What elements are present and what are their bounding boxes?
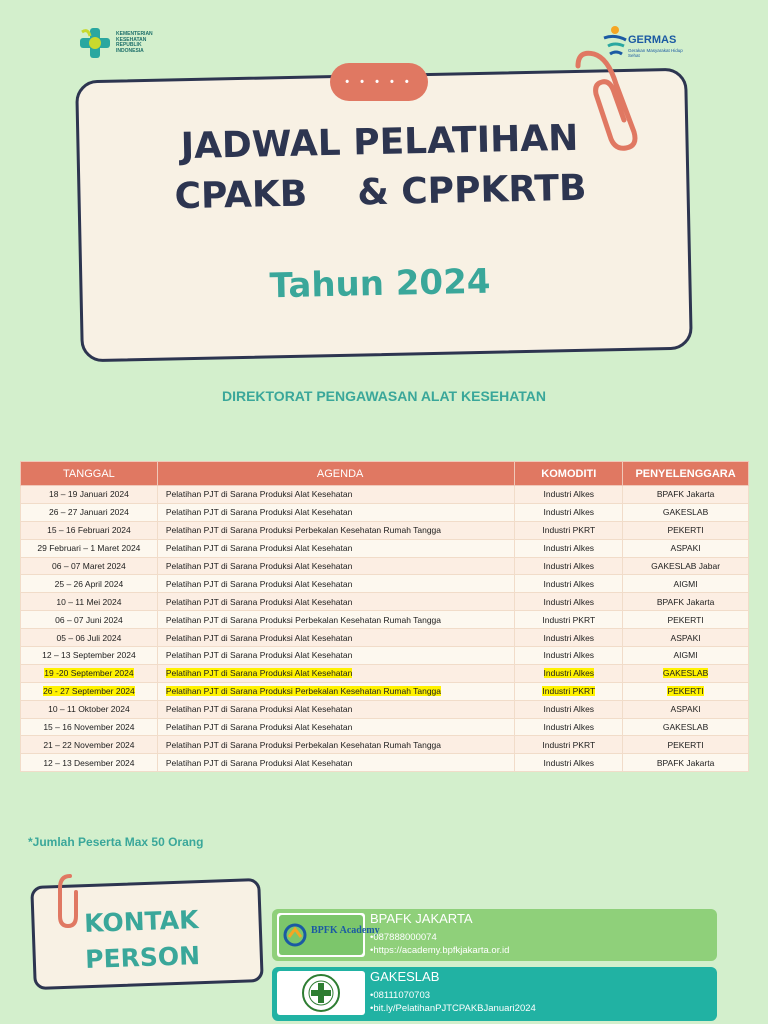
cell-komoditi: Industri Alkes xyxy=(515,593,623,611)
kemenkes-emblem-icon xyxy=(78,26,112,60)
table-row xyxy=(21,486,749,504)
table-row xyxy=(21,682,749,700)
cell-komoditi: Industri Alkes xyxy=(515,700,623,718)
cell-penyelenggara: GAKESLAB xyxy=(623,503,749,521)
cell-komoditi: Industri Alkes xyxy=(515,486,623,504)
cell-penyelenggara: PEKERTI xyxy=(623,611,749,629)
cell-agenda: Pelatihan PJT di Sarana Produksi Alat Kesehatan xyxy=(157,700,515,718)
title-card-tab: • • • • • xyxy=(330,63,428,101)
cell-penyelenggara: BPAFK Jakarta xyxy=(623,754,749,772)
header-agenda: AGENDA xyxy=(157,462,515,486)
cell-tanggal: 18 – 19 Januari 2024 xyxy=(21,486,158,504)
cell-agenda: Pelatihan PJT di Sarana Produksi Alat Kesehatan xyxy=(157,557,515,575)
table-row xyxy=(21,575,749,593)
cell-komoditi: Industri Alkes xyxy=(515,503,623,521)
cell-agenda: Pelatihan PJT di Sarana Produksi Alat Kesehatan xyxy=(157,539,515,557)
contact-gakeslab-link[interactable]: •bit.ly/PelatihanPJTCPAKBJanuari2024 xyxy=(370,1003,536,1014)
title-year: Tahun 2024 xyxy=(269,261,491,307)
cell-penyelenggara: AIGMI xyxy=(623,647,749,665)
cell-agenda: Pelatihan PJT di Sarana Produksi Alat Kesehatan xyxy=(157,575,515,593)
page-title xyxy=(119,113,641,224)
table-row xyxy=(21,503,749,521)
cell-komoditi: Industri Alkes xyxy=(515,718,623,736)
cell-agenda: Pelatihan PJT di Sarana Produksi Alat Kesehatan xyxy=(157,503,515,521)
cell-agenda: Pelatihan PJT di Sarana Produksi Perbekalan Kesehatan Rumah Tangga xyxy=(157,521,515,539)
table-row xyxy=(21,647,749,665)
cell-agenda: Pelatihan PJT di Sarana Produksi Alat Kesehatan xyxy=(157,664,515,682)
cell-agenda: Pelatihan PJT di Sarana Produksi Perbekalan Kesehatan Rumah Tangga xyxy=(157,611,515,629)
table-row xyxy=(21,718,749,736)
cell-penyelenggara: ASPAKI xyxy=(623,700,749,718)
cell-komoditi: Industri PKRT xyxy=(515,682,623,700)
germas-title: GERMAS xyxy=(628,34,677,46)
cell-agenda: Pelatihan PJT di Sarana Produksi Perbekalan Kesehatan Rumah Tangga xyxy=(157,682,515,700)
table-row xyxy=(21,664,749,682)
table-row xyxy=(21,700,749,718)
table-row xyxy=(21,611,749,629)
cell-tanggal: 06 – 07 Juni 2024 xyxy=(21,611,158,629)
cell-tanggal: 21 – 22 November 2024 xyxy=(21,736,158,754)
cell-tanggal: 15 – 16 Februari 2024 xyxy=(21,521,158,539)
cell-agenda: Pelatihan PJT di Sarana Produksi Alat Kesehatan xyxy=(157,647,515,665)
header-penyelenggara: PENYELENGGARA xyxy=(623,462,749,486)
cell-penyelenggara: PEKERTI xyxy=(623,682,749,700)
cell-tanggal: 12 – 13 September 2024 xyxy=(21,647,158,665)
table-row xyxy=(21,754,749,772)
contact-bpafk xyxy=(272,909,717,961)
table-row xyxy=(21,521,749,539)
gakeslab-emblem-icon xyxy=(301,973,341,1013)
contact-bpafk-phone[interactable]: •087888000074 xyxy=(370,932,437,943)
cell-penyelenggara: BPAFK Jakarta xyxy=(623,486,749,504)
bpfk-logo-icon xyxy=(279,915,380,955)
svg-text:BPFK Academy: BPFK Academy xyxy=(311,925,380,936)
table-row xyxy=(21,557,749,575)
table-row xyxy=(21,593,749,611)
cell-komoditi: Industri Alkes xyxy=(515,557,623,575)
cell-penyelenggara: AIGMI xyxy=(623,575,749,593)
header-komoditi: KOMODITI xyxy=(515,462,623,486)
table-row xyxy=(21,629,749,647)
gakeslab-logo xyxy=(277,971,365,1015)
bpfk-academy-logo xyxy=(277,913,380,957)
cell-penyelenggara: GAKESLAB Jabar xyxy=(623,557,749,575)
cell-tanggal: 06 – 07 Maret 2024 xyxy=(21,557,158,575)
cell-komoditi: Industri Alkes xyxy=(515,754,623,772)
table-header-row xyxy=(21,462,749,486)
cell-penyelenggara: ASPAKI xyxy=(623,629,749,647)
cell-tanggal: 12 – 13 Desember 2024 xyxy=(21,754,158,772)
cell-tanggal: 10 – 11 Mei 2024 xyxy=(21,593,158,611)
contact-title: KONTAK PERSON xyxy=(83,905,201,974)
kemenkes-text: KEMENTERIAN KESEHATAN REPUBLIK INDONESIA xyxy=(116,31,153,54)
cell-tanggal: 25 – 26 April 2024 xyxy=(21,575,158,593)
participant-note: *Jumlah Peserta Max 50 Orang xyxy=(28,835,204,849)
cell-penyelenggara: PEKERTI xyxy=(623,521,749,539)
schedule-body xyxy=(21,486,749,772)
title-line-1: JADWAL PELATIHAN xyxy=(180,117,579,168)
cell-komoditi: Industri Alkes xyxy=(515,539,623,557)
contact-gakeslab-name: GAKESLAB xyxy=(370,969,440,984)
cell-komoditi: Industri PKRT xyxy=(515,736,623,754)
cell-tanggal: 29 Februari – 1 Maret 2024 xyxy=(21,539,158,557)
germas-subtitle: Gerakan Masyarakat Hidup Sehat xyxy=(628,48,683,58)
contact-bpafk-name: BPAFK JAKARTA xyxy=(370,911,473,926)
header-tanggal: TANGGAL xyxy=(21,462,158,486)
cell-penyelenggara: BPAFK Jakarta xyxy=(623,593,749,611)
cell-komoditi: Industri Alkes xyxy=(515,575,623,593)
cell-agenda: Pelatihan PJT di Sarana Produksi Perbekalan Kesehatan Rumah Tangga xyxy=(157,736,515,754)
cell-agenda: Pelatihan PJT di Sarana Produksi Alat Kesehatan xyxy=(157,629,515,647)
cell-komoditi: Industri PKRT xyxy=(515,611,623,629)
cell-tanggal: 26 – 27 Januari 2024 xyxy=(21,503,158,521)
cell-penyelenggara: PEKERTI xyxy=(623,736,749,754)
cell-tanggal: 26 - 27 September 2024 xyxy=(21,682,158,700)
cell-agenda: Pelatihan PJT di Sarana Produksi Alat Kesehatan xyxy=(157,718,515,736)
cell-penyelenggara: GAKESLAB xyxy=(623,664,749,682)
cell-komoditi: Industri PKRT xyxy=(515,521,623,539)
directorate-label: DIREKTORAT PENGAWASAN ALAT KESEHATAN xyxy=(221,388,547,404)
cell-komoditi: Industri Alkes xyxy=(515,647,623,665)
table-row xyxy=(21,539,749,557)
kemenkes-logo xyxy=(78,26,160,60)
cell-tanggal: 05 – 06 Juli 2024 xyxy=(21,629,158,647)
cell-tanggal: 10 – 11 Oktober 2024 xyxy=(21,700,158,718)
cell-penyelenggara: GAKESLAB xyxy=(623,718,749,736)
schedule-table xyxy=(20,461,749,772)
cell-komoditi: Industri Alkes xyxy=(515,629,623,647)
cell-agenda: Pelatihan PJT di Sarana Produksi Alat Kesehatan xyxy=(157,754,515,772)
contact-gakeslab xyxy=(272,967,717,1021)
cell-agenda: Pelatihan PJT di Sarana Produksi Alat Kesehatan xyxy=(157,593,515,611)
contact-bpafk-link[interactable]: •https://academy.bpfkjakarta.or.id xyxy=(370,945,510,956)
cell-komoditi: Industri Alkes xyxy=(515,664,623,682)
cell-agenda: Pelatihan PJT di Sarana Produksi Alat Kesehatan xyxy=(157,486,515,504)
cell-penyelenggara: ASPAKI xyxy=(623,539,749,557)
title-line-2: CPAKB & CPPKRTB xyxy=(174,167,587,218)
contact-gakeslab-phone[interactable]: •08111070703 xyxy=(370,990,431,1001)
cell-tanggal: 15 – 16 November 2024 xyxy=(21,718,158,736)
cell-tanggal: 19 -20 September 2024 xyxy=(21,664,158,682)
table-row xyxy=(21,736,749,754)
